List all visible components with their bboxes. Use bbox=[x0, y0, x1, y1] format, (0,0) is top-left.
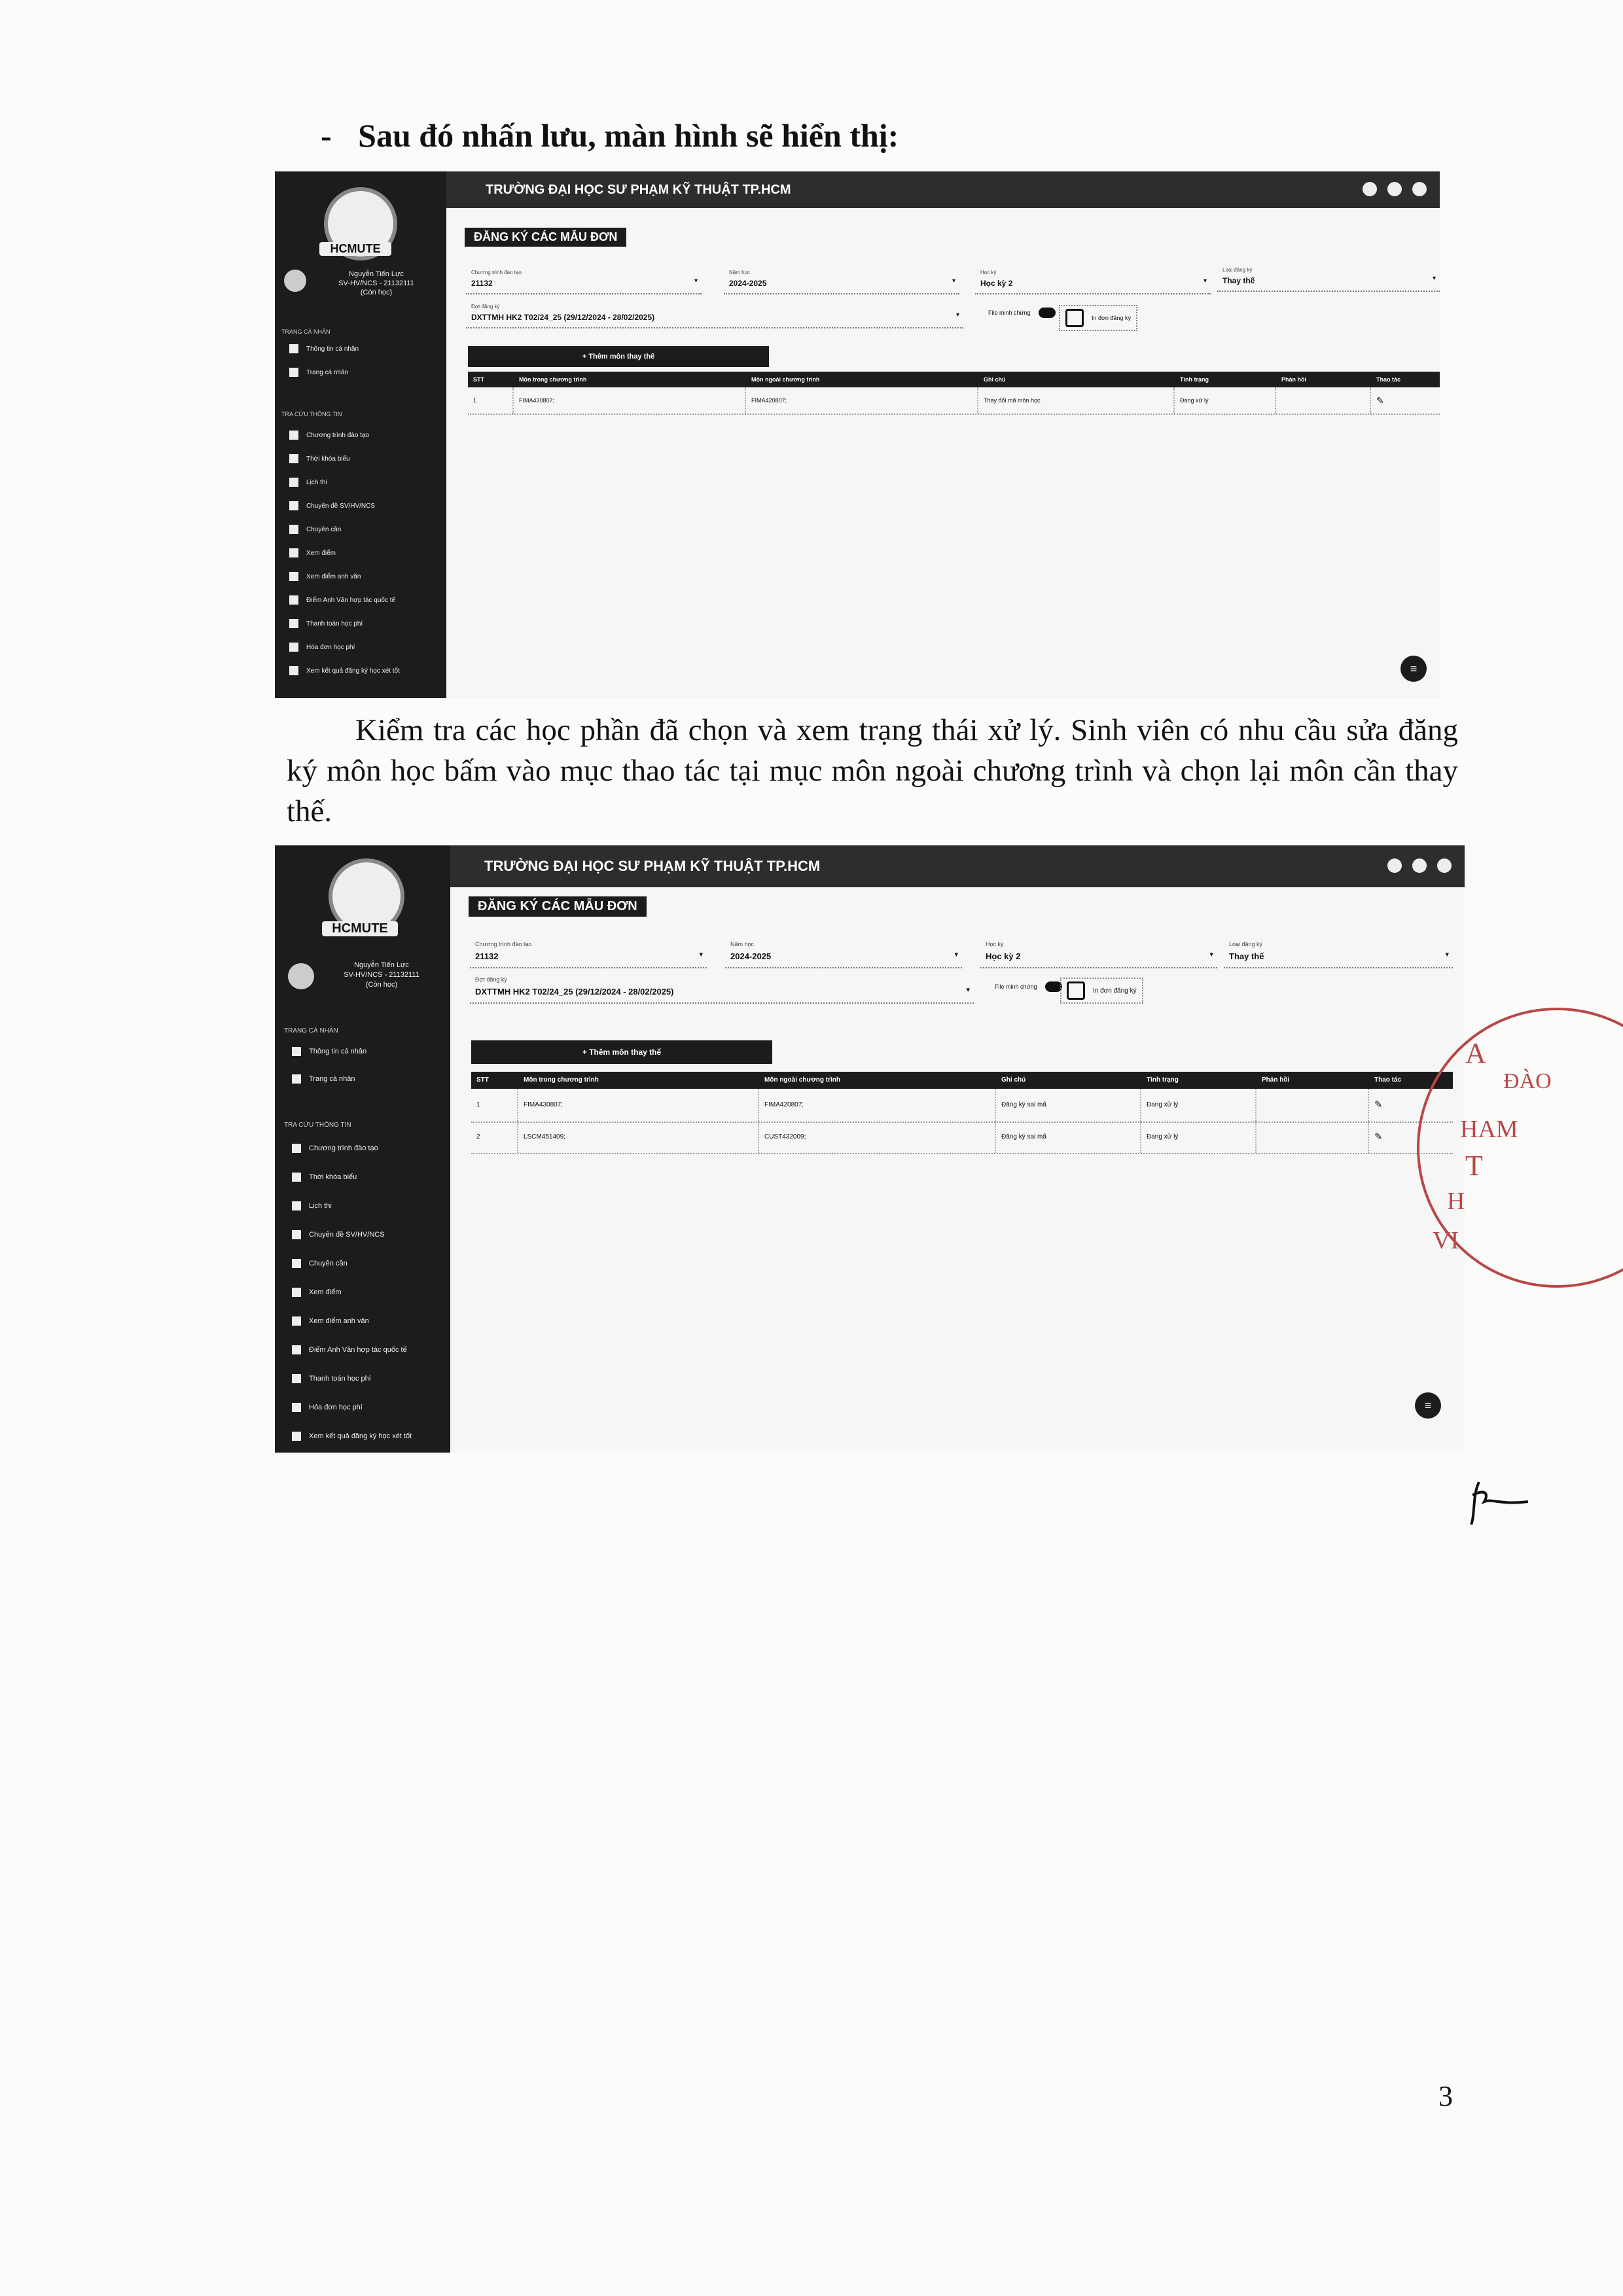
col-out-program: Môn ngoài chương trình bbox=[751, 376, 820, 383]
sidebar bbox=[275, 845, 450, 1453]
settings-icon[interactable] bbox=[1387, 182, 1402, 196]
evidence-upload[interactable]: File minh chứng bbox=[995, 981, 1062, 992]
chevron-down-icon: ▾ bbox=[1432, 275, 1436, 282]
notification-icon[interactable] bbox=[1387, 858, 1402, 873]
sidebar-item-topic[interactable]: Chuyên đề SV/HV/NCS bbox=[292, 1230, 385, 1239]
sidebar-item-attendance[interactable]: Chuyên cần bbox=[289, 525, 341, 534]
gear-icon bbox=[289, 368, 298, 377]
user-icon bbox=[292, 1047, 301, 1056]
chevron-down-icon: ▾ bbox=[1209, 951, 1213, 959]
avatar bbox=[284, 270, 306, 292]
header-title: TRƯỜNG ĐẠI HỌC SƯ PHẠM KỸ THUẬT TP.HCM bbox=[486, 182, 791, 197]
semester-select[interactable]: Học kỳ Học kỳ 2 ▾ bbox=[980, 941, 1217, 968]
table-header bbox=[468, 372, 1440, 387]
section-personal: TRANG CÁ NHÂN bbox=[284, 1027, 338, 1034]
table-header bbox=[471, 1072, 1453, 1089]
user-status: (Còn học) bbox=[365, 981, 398, 989]
sidebar-item-invoice[interactable]: Hóa đơn học phí bbox=[292, 1403, 363, 1412]
header-title: TRƯỜNG ĐẠI HỌC SƯ PHẠM KỸ THUẬT TP.HCM bbox=[484, 858, 821, 874]
sidebar-item-program[interactable]: Chương trình đào tạo bbox=[289, 431, 369, 440]
sidebar-item-grades[interactable]: Xem điểm bbox=[292, 1288, 342, 1297]
page-number: 3 bbox=[1438, 2080, 1453, 2112]
sidebar-item-personal-page[interactable]: Trang cá nhân bbox=[289, 368, 348, 377]
sidebar-item-timetable[interactable]: Thời khóa biểu bbox=[292, 1173, 357, 1182]
document-icon bbox=[289, 525, 298, 534]
table-row: 2 LSCM451409; CUST432009; Đăng ký sai mã Đang xử lý ✎ bbox=[471, 1122, 1453, 1154]
user-id: SV-HV/NCS - 21132111 bbox=[338, 279, 414, 287]
chevron-down-icon: ▾ bbox=[699, 951, 703, 959]
sidebar-item-payment[interactable]: Thanh toán học phí bbox=[292, 1374, 371, 1383]
sidebar-item-exam[interactable]: Lịch thi bbox=[289, 478, 327, 487]
sidebar-item-intl[interactable]: Điểm Anh Văn hợp tác quốc tế bbox=[292, 1345, 407, 1354]
sidebar-item-payment[interactable]: Thanh toán học phí bbox=[289, 619, 363, 628]
intro-text: Sau đó nhấn lưu, màn hình sẽ hiển thị: bbox=[358, 117, 899, 154]
header-actions bbox=[1363, 182, 1427, 196]
period-select[interactable]: Đợt đăng ký DXTTMH HK2 T02/24_25 (29/12/2024 - 28/02/2025) ▾ bbox=[466, 304, 963, 328]
edit-icon[interactable]: ✎ bbox=[1374, 1099, 1383, 1110]
sidebar-item-results[interactable]: Xem kết quả đăng ký học xét tốt bbox=[292, 1432, 412, 1441]
chevron-down-icon: ▾ bbox=[1203, 277, 1207, 285]
type-select[interactable]: Loại đăng ký Thay thế ▾ bbox=[1224, 941, 1453, 968]
program-select[interactable]: Chương trình đào tạo 21132 ▾ bbox=[466, 270, 702, 294]
sidebar-item-results[interactable]: Xem kết quả đăng ký học xét tốt bbox=[289, 666, 400, 675]
print-form-button[interactable]: In đơn đăng ký bbox=[1060, 978, 1143, 1004]
grade-icon bbox=[289, 548, 298, 557]
sidebar bbox=[275, 171, 446, 698]
sidebar-item-program[interactable]: Chương trình đào tạo bbox=[292, 1144, 378, 1153]
edit-icon[interactable]: ✎ bbox=[1374, 1131, 1383, 1142]
section-lookup: TRA CỨU THÔNG TIN bbox=[281, 411, 342, 417]
avatar bbox=[288, 963, 314, 989]
document-icon bbox=[289, 431, 298, 440]
year-select[interactable]: Năm học 2024-2025 ▾ bbox=[724, 270, 959, 294]
sidebar-item-exam[interactable]: Lịch thi bbox=[292, 1201, 332, 1210]
notification-icon[interactable] bbox=[1363, 182, 1377, 196]
document-icon bbox=[292, 1230, 301, 1239]
gear-icon bbox=[292, 1074, 301, 1084]
user-name: Nguyễn Tiến Lực bbox=[354, 961, 409, 969]
document-icon bbox=[292, 1259, 301, 1268]
document-icon bbox=[289, 666, 298, 675]
account-icon[interactable] bbox=[1437, 858, 1452, 873]
type-select[interactable]: Loại đăng ký Thay thế ▾ bbox=[1217, 267, 1440, 292]
document-icon bbox=[289, 501, 298, 510]
col-reply: Phản hồi bbox=[1262, 1076, 1290, 1084]
screenshot-edit-list bbox=[275, 845, 1465, 1453]
document-icon bbox=[289, 572, 298, 581]
sidebar-item-timetable[interactable]: Thời khóa biểu bbox=[289, 454, 350, 463]
user-status: (Còn học) bbox=[360, 289, 393, 296]
header-bar bbox=[450, 845, 1465, 887]
evidence-upload[interactable]: File minh chứng bbox=[988, 308, 1056, 318]
semester-select[interactable]: Học kỳ Học kỳ 2 ▾ bbox=[975, 270, 1211, 294]
col-actions: Thao tác bbox=[1374, 1076, 1402, 1084]
screenshot-after-save bbox=[275, 171, 1440, 698]
col-actions: Thao tác bbox=[1376, 376, 1401, 383]
user-info bbox=[314, 961, 449, 990]
col-reply: Phản hồi bbox=[1281, 376, 1306, 383]
year-select[interactable]: Năm học 2024-2025 ▾ bbox=[725, 941, 962, 968]
chevron-down-icon: ▾ bbox=[1445, 951, 1449, 959]
document-icon bbox=[289, 595, 298, 605]
settings-icon[interactable] bbox=[1412, 858, 1427, 873]
col-in-program: Môn trong chương trình bbox=[519, 376, 587, 383]
col-note: Ghi chú bbox=[984, 376, 1006, 383]
logo-text: HCMUTE bbox=[319, 242, 391, 256]
menu-fab[interactable]: ≡ bbox=[1400, 656, 1427, 682]
document-icon bbox=[289, 619, 298, 628]
calendar-icon bbox=[292, 1173, 301, 1182]
user-id: SV-HV/NCS - 21132111 bbox=[344, 971, 419, 979]
add-replacement-button[interactable]: + Thêm môn thay thế bbox=[471, 1040, 772, 1064]
header-actions bbox=[1387, 858, 1452, 873]
user-info bbox=[308, 270, 445, 297]
cloud-upload-icon[interactable] bbox=[1045, 981, 1062, 992]
red-stamp: A ĐÀO HAM T H VI bbox=[1417, 1008, 1623, 1288]
period-select[interactable]: Đợt đăng ký DXTTMH HK2 T02/24_25 (29/12/2024 - 28/02/2025) ▾ bbox=[470, 976, 974, 1004]
cloud-upload-icon[interactable] bbox=[1039, 308, 1056, 318]
col-stt: STT bbox=[476, 1076, 489, 1084]
chevron-down-icon: ▾ bbox=[954, 951, 958, 959]
sidebar-item-invoice[interactable]: Hóa đơn học phí bbox=[289, 643, 355, 652]
account-icon[interactable] bbox=[1412, 182, 1427, 196]
print-form-button[interactable]: In đơn đăng ký bbox=[1059, 305, 1137, 331]
sidebar-item-profile[interactable]: Thông tin cá nhân bbox=[289, 344, 359, 353]
chevron-down-icon: ▾ bbox=[966, 986, 970, 994]
col-note: Ghi chú bbox=[1001, 1076, 1026, 1084]
sidebar-item-attendance[interactable]: Chuyên cần bbox=[292, 1259, 348, 1268]
calendar-icon bbox=[292, 1201, 301, 1210]
table-row: 1 FIMA430807; FIMA420807; Thay đổi mã môn học Đang xử lý ✎ bbox=[468, 387, 1440, 415]
col-status: Tình trạng bbox=[1147, 1076, 1179, 1084]
col-status: Tình trạng bbox=[1180, 376, 1209, 383]
document-icon bbox=[292, 1144, 301, 1153]
chevron-down-icon: ▾ bbox=[955, 311, 959, 319]
sidebar-item-english[interactable]: Xem điểm anh văn bbox=[292, 1316, 369, 1326]
header-bar bbox=[446, 171, 1440, 208]
printer-icon bbox=[1065, 309, 1084, 327]
table-row: 1 FIMA430807; FIMA420807; Đăng ký sai mã Đang xử lý ✎ bbox=[471, 1089, 1453, 1123]
edit-icon[interactable]: ✎ bbox=[1376, 395, 1384, 406]
col-stt: STT bbox=[473, 376, 484, 383]
col-out-program: Môn ngoài chương trình bbox=[764, 1076, 841, 1084]
calendar-icon bbox=[289, 478, 298, 487]
signature bbox=[1466, 1475, 1538, 1528]
printer-icon bbox=[1067, 981, 1085, 1000]
form-title: ĐĂNG KÝ CÁC MẪU ĐƠN bbox=[465, 228, 626, 247]
body-paragraph bbox=[287, 710, 1458, 832]
chevron-down-icon: ▾ bbox=[952, 277, 955, 285]
user-name: Nguyễn Tiến Lực bbox=[349, 270, 404, 278]
menu-fab[interactable]: ≡ bbox=[1415, 1392, 1441, 1419]
document-icon bbox=[292, 1316, 301, 1326]
sidebar-item-english[interactable]: Xem điểm anh văn bbox=[289, 572, 361, 581]
logo-text: HCMUTE bbox=[322, 921, 398, 936]
user-icon bbox=[289, 344, 298, 353]
grade-icon bbox=[292, 1288, 301, 1297]
intro-line bbox=[321, 116, 899, 154]
program-select[interactable]: Chương trình đào tạo 21132 ▾ bbox=[470, 941, 707, 968]
document-icon bbox=[292, 1403, 301, 1412]
document-icon bbox=[292, 1432, 301, 1441]
section-lookup: TRA CỨU THÔNG TIN bbox=[284, 1122, 351, 1129]
paragraph-text: Kiểm tra các học phần đã chọn và xem trạng thái xử lý. Sinh viên có nhu cầu sửa đăng ký môn học bấm vào mục thao tác tại mục môn ngoài chương trình và chọn lại môn cần thay thế. bbox=[287, 713, 1458, 828]
section-personal: TRANG CÁ NHÂN bbox=[281, 328, 330, 335]
calendar-icon bbox=[289, 454, 298, 463]
document-icon bbox=[292, 1374, 301, 1383]
bullet-dash: - bbox=[321, 117, 332, 154]
document-icon bbox=[292, 1345, 301, 1354]
sidebar-item-personal-page[interactable]: Trang cá nhân bbox=[292, 1074, 355, 1084]
chevron-down-icon: ▾ bbox=[694, 277, 698, 285]
col-in-program: Môn trong chương trình bbox=[524, 1076, 599, 1084]
form-title: ĐĂNG KÝ CÁC MẪU ĐƠN bbox=[469, 896, 647, 917]
sidebar-item-topic[interactable]: Chuyên đề SV/HV/NCS bbox=[289, 501, 375, 510]
document-icon bbox=[289, 643, 298, 652]
sidebar-item-grades[interactable]: Xem điểm bbox=[289, 548, 336, 557]
add-replacement-button[interactable]: + Thêm môn thay thế bbox=[468, 346, 769, 367]
sidebar-item-profile[interactable]: Thông tin cá nhân bbox=[292, 1047, 366, 1056]
sidebar-item-intl[interactable]: Điểm Anh Văn hợp tác quốc tế bbox=[289, 595, 395, 605]
